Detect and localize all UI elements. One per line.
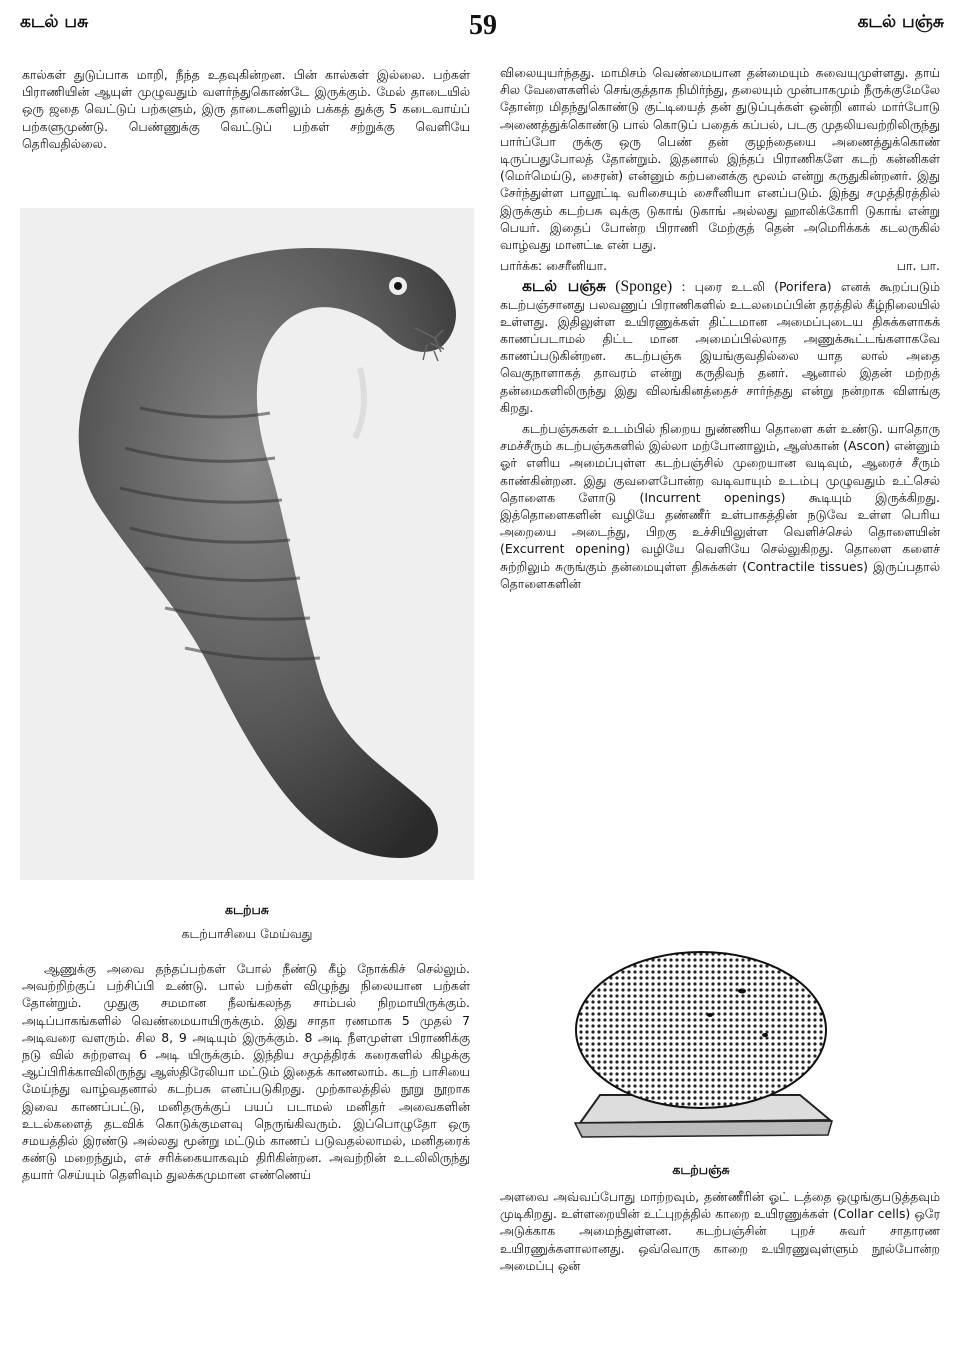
entry-latin-name: (Sponge)	[615, 278, 673, 296]
paragraph: அளவை அவ்வப்போது மாற்றவும், தண்ணீரின் ஓட் டத்தை ஒழுங்குபடுத்தவும் முடிகிறது. உள்ளறையின் உட்புறத்தில் காறை உயிரணுக்கள் (Collar cells) ஒரே அடுக்காக அமைந்துள்ளன. கடற்பஞ்சின் புறச் சுவர் சாதாரண உயிரணுக்களாலானது. ஒவ்வொரு காறை உயிரணுவுள்ளும் நூல்போன்ற அமைப்பு ஒன்	[500, 1189, 940, 1273]
right-column-bottom	[500, 1188, 940, 1278]
paragraph: விலையுயர்ந்தது. மாமிசம் வெண்மையான தன்மையும் சுவையுமுள்ளது. தாய் சில வேளைகளில் செங்குத்தாக நிமிர்ந்து, தலையும் முன்பாகமும் நீருக்குமேலே தோன்ற மிதந்துகொண்டு குட்டியைத் தன் துடுப்புக்கள் ஒன்றி னால் மார்போடு அணைத்துக்கொண்டு பால் கொடுப் பதைக் கப்பல், படகு முதலியவற்றிலிருந்து பார்ப்போ ருக்கு ஒரு பெண் தன் குழந்தையை அணைத்துக்கொண் டிருப்பதுபோலத் தோன்றும். இதனால் இந்தப் பிராணிகளே கடற் கன்னிகள் (மெர்மெய்டு, சைரன்) என்னும் கற்பனைக்கு மூலம் என்று கருதுகின்றனர். இது சேர்ந்துள்ள பாலூட்டி வரிசையும் சைரீனியா எனப்படும். இந்து சமுத்திரத்தில் இருக்கும் கடற்பசு வுக்கு டுகாங் டுகாங் அல்லது ஹாலிக்கோரி டுகாங் என்று பெயர். இதைப் போன்ற பிராணி மேற்குத் தென் அமெரிக்கக் கடலருகில் வாழ்வது மானட்டீ என் பது.	[500, 65, 940, 253]
paragraph: கடற்பஞ்சுகள் உடம்பில் நிறைய நுண்ணிய தொளை கள் உண்டு. யாதொரு சமச்சீரும் கடற்பஞ்சுகளில் இல்லா மற்போனாலும், ஆஸ்கான் (Ascon) என்னும் ஓர் எளிய அமைப்புள்ள கடற்பஞ்சில் முறையான வடிவும், ஆரைச் சீரும் காண்கின்றன. இது குவளைபோன்ற வடிவாயும் உடம்பு முழுவதும் உட்செல் தொளைக ளோடு (Incurrent openings) கூடியும் இருக்கிறது. இத்தொளைகளின் வழியே தண்ணீர் உள்பாகத்தின் நடுவே உள்ள பெரிய அறையை அடைந்து, பிறகு உச்சியிலுள்ள வெளிச்செல் தொளையின் (Excurrent opening) வழியே வெளியே செல்லுகிறது. தொளை களைச் சுற்றிலும் சுருங்கும் தன்மையுள்ள திசுக்கள் (Contractile tissues) இருப்பதால் தொளைகளின்	[500, 421, 940, 591]
figure-caption-title: கடற்பஞ்சு	[672, 1162, 730, 1177]
paragraph: ஆணுக்கு அவை தந்தப்பற்கள் போல் நீண்டு கீழ் நோக்கிச் செல்லும். அவற்றிற்குப் பற்சிப்பி உண்டு. பால் பற்கள் விழுந்து நிலையான பற்கள் தோன்றும். முதுகு சமமான நீலங்கலந்த சாம்பல் நிறமாயிருக்கும். அடிப்பாகங்களில் வெண்மையாயிருக்கும். இது சாதா ரணமாக 5 முதல் 7 அடிவரை வளரும். சில 8, 9 அடியும் இருக்கும். 8 அடி நீளமுள்ள பிராணிக்கு நடு வில் சுற்றளவு 6 அடி யிருக்கும். இந்திய சமுத்திரக் கரைகளில் கிழக்கு ஆப்பிரிக்காவிலிருந்து ஆஸ்திரேலியா மட்டும் இதைக் காணலாம். கடற் பாசியை மேய்ந்து வாழ்வதனால் கடற்பசு எனப்படுகிறது. முற்காலத்தில் நூறு நூறாக இவை காணப்பட்டு, மனிதருக்குப் பயப் படாமல் மனிதர் அவைகளின் உடல்களைத் தடவிக் கொடுக்குமளவு நெருங்கிவரும். இப்பொழுதோ ஒரு சமயத்தில் இரண்டு அல்லது மூன்று மட்டும் காணப் படுவதல்லாமல், மனிதரைக் கண்டு மறைந்தும், எச் சரிக்கையாகவும் திரிகின்றன. அவற்றின் உடலிலிருந்து தயார் செய்யும் தெளிவும் துலக்கமுமான எண்ணெய்	[22, 961, 470, 1183]
entry-text: : புரை உடலி (Porifera) எனக் கூறப்படும் கடற்பஞ்சானது பலவணுப் பிராணிகளில் உடலமைப்பின் தரத்தில் கீழ்நிலையில் உள்ளது. இதிலுள்ள உயிரணுக்கள் திட்டமான அமைப்புடைய திசுக்களாகக் காணப்படாமல் திட்ட மான அமைப்பில்லாத அணுக்கூட்டங்களாகவே காணப்படுகின்றன. கடற்பஞ்சு இயங்குவதில்லை யாத லால் அதை வெகுநாளாகத் தாவரம் என்று கருதிவந் தனர். ஆனால் இதன் மற்றத் தன்மைகளிலிருந்து இது விலங்கினத்தைச் சார்ந்தது என்று நன்றாக விளங்கு கிறது.	[500, 279, 940, 415]
left-column-bottom	[22, 960, 470, 1188]
figure-caption-title: கடற்பசு	[225, 902, 269, 917]
manatee-drawing	[20, 208, 474, 880]
page-number: 59	[469, 10, 497, 41]
running-head-left: கடல் பசு	[20, 12, 89, 32]
left-column-top	[22, 66, 470, 156]
sponge-drawing	[560, 945, 842, 1145]
figure-caption-text: கடற்பாசியை மேய்வது	[181, 926, 313, 941]
entry-paragraph	[500, 278, 940, 416]
author-initials: பா. பா.	[896, 258, 940, 274]
paragraph: கால்கள் துடுப்பாக மாறி, நீந்த உதவுகின்றன. பின் கால்கள் இல்லை. பற்கள் பிராணியின் ஆயுள் முழுவதும் வளர்ந்துகொண்டே இருக்கும். மேல் தாடையில் ஒரு ஜதை வெட்டுப் பற்களும், இரு தாடைகளிலும் பக்கத் துக்கு 5 கடைவாய்ப் பற்களுமுண்டு. பெண்ணுக்கு வெட்டுப் பற்கள் சற்றுக்கு வெளியே தெரிவதில்லை.	[22, 67, 470, 151]
sponge-illustration	[560, 945, 842, 1145]
right-column-top	[500, 64, 940, 596]
entry-signature	[500, 257, 940, 274]
entry-heading: கடல் பஞ்சு	[522, 277, 607, 296]
see-also: பார்க்க: சைரீனியா.	[500, 258, 607, 274]
manatee-illustration	[20, 208, 474, 880]
running-head-right: கடல் பஞ்சு	[857, 12, 944, 32]
